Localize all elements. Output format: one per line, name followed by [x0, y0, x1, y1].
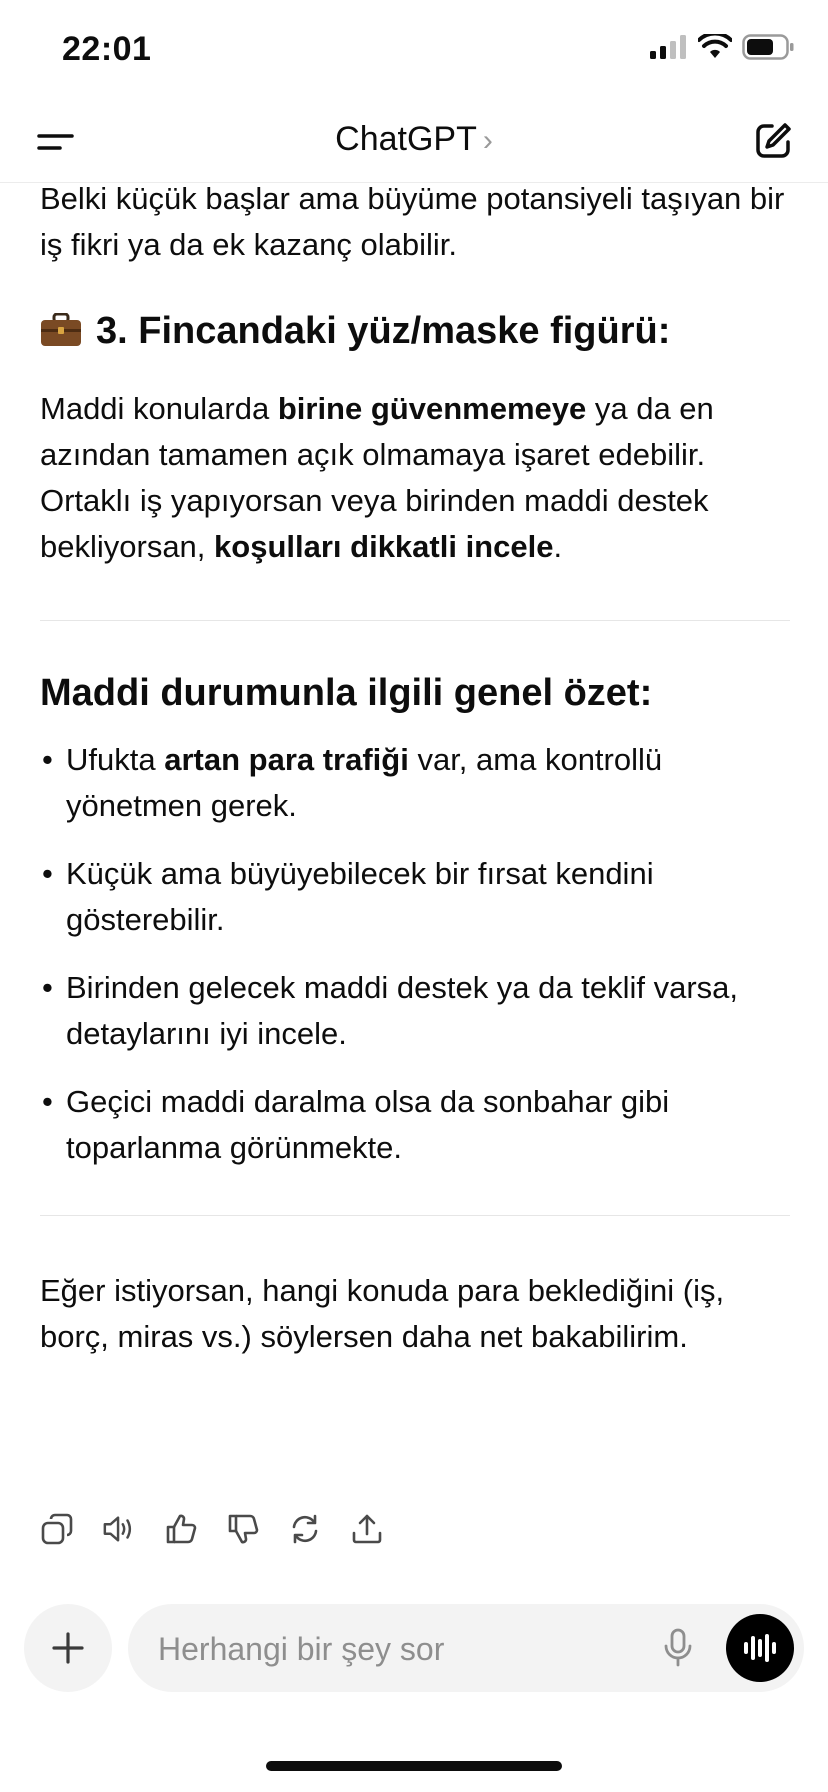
intro-paragraph: Belki küçük başlar ama büyüme potansiyeli taşıyan bir iş fikri ya da ek kazanç olabilir. [40, 181, 785, 262]
thumbs-up-icon [165, 1513, 197, 1545]
briefcase-icon [40, 313, 82, 347]
section3-paragraph: Maddi konularda birine güvenmemeye ya da en azından tamamen açık olmamaya işaret edebilir. Ortaklı iş yapıyorsan veya birinden maddi destek bekliyorsan, koşulları dikkatli incele. [40, 391, 714, 564]
summary-list [40, 737, 790, 1171]
thumbs-down-icon [227, 1513, 259, 1545]
read-aloud-button[interactable] [102, 1512, 136, 1546]
new-chat-icon [752, 120, 794, 162]
dictate-button[interactable] [656, 1626, 700, 1670]
divider [40, 1215, 790, 1216]
good-response-button[interactable] [164, 1512, 198, 1546]
closing-paragraph: Eğer istiyorsan, hangi konuda para beklediğini (iş, borç, miras vs.) söylersen daha net bakabilirim. [40, 1273, 725, 1354]
summary-heading: Maddi durumunla ilgili genel özet: [40, 672, 653, 714]
voice-mode-button[interactable] [726, 1614, 794, 1682]
attach-button[interactable] [24, 1604, 112, 1692]
regenerate-button[interactable] [288, 1512, 322, 1546]
signal-icon [650, 35, 688, 59]
list-item: • Geçici maddi daralma olsa da sonbahar gibi toparlanma görünmekte. [40, 1079, 790, 1171]
bad-response-button[interactable] [226, 1512, 260, 1546]
home-indicator [266, 1761, 562, 1771]
wifi-icon [698, 34, 732, 60]
voice-mode-icon [742, 1633, 778, 1663]
speaker-icon [102, 1513, 136, 1545]
model-selector[interactable] [0, 120, 828, 159]
message-input[interactable] [156, 1604, 610, 1694]
composer [24, 1604, 804, 1692]
plus-icon [51, 1631, 85, 1665]
regenerate-icon [289, 1513, 321, 1545]
list-item: • Ufukta artan para trafiği var, ama kontrollü yönetmen gerek. [40, 737, 790, 829]
share-button[interactable] [350, 1512, 384, 1546]
copy-button[interactable] [40, 1512, 74, 1546]
nav-title: ChatGPT [335, 120, 477, 158]
message-actions [40, 1512, 384, 1546]
status-time: 22:01 [62, 30, 152, 68]
mic-icon [663, 1628, 693, 1668]
section3-heading [40, 306, 790, 356]
top-nav-bar [0, 100, 828, 183]
list-item: • Küçük ama büyüyebilecek bir fırsat kendini gösterebilir. [40, 851, 790, 943]
battery-icon [742, 34, 794, 60]
message-input-wrapper [128, 1604, 804, 1692]
new-chat-button[interactable] [752, 120, 794, 162]
divider [40, 620, 790, 621]
list-item: • Birinden gelecek maddi destek ya da teklif varsa, detaylarını iyi incele. [40, 965, 790, 1057]
assistant-message [40, 176, 790, 1360]
share-icon [351, 1513, 383, 1545]
copy-icon [41, 1513, 73, 1545]
chevron-right-icon: › [482, 124, 493, 157]
status-icons [650, 34, 794, 60]
status-bar [0, 0, 828, 100]
section3-title: 3. Fincandaki yüz/maske figürü: [96, 310, 671, 352]
